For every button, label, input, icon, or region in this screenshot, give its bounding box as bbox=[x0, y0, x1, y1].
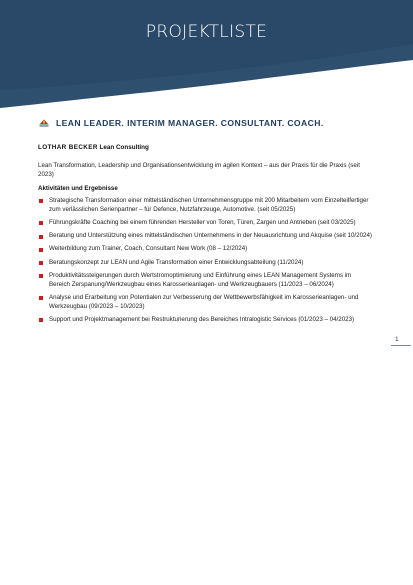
list-item-text: Beratung und Unterstützung eines mittelständischen Unternehmens in der Neuausrichtung und Akquise (seit 10/2024) bbox=[49, 232, 372, 240]
headline-text: LEAN LEADER. INTERIM MANAGER. CONSULTANT. COACH. bbox=[56, 118, 324, 128]
page-number-rule bbox=[391, 345, 411, 346]
person-name: LOTHAR BECKER bbox=[38, 144, 98, 151]
lean-logo-icon bbox=[38, 117, 50, 129]
list-item bbox=[38, 259, 373, 268]
list-item bbox=[38, 272, 373, 290]
person-company: Lean Consulting bbox=[99, 144, 149, 151]
list-item bbox=[38, 232, 373, 241]
person-line bbox=[38, 144, 373, 151]
bullet-icon bbox=[39, 274, 43, 278]
bullet-icon bbox=[39, 248, 43, 252]
section-title: Aktivitäten und Ergebnisse bbox=[38, 185, 118, 192]
bullet-icon bbox=[39, 318, 43, 322]
header-wave-shape bbox=[0, 0, 413, 110]
page-title: PROJEKTLISTE bbox=[145, 22, 268, 42]
list-item bbox=[38, 197, 373, 215]
activity-list bbox=[38, 197, 373, 325]
headline bbox=[38, 117, 373, 129]
list-item-text: Beratungskonzept zur LEAN und Agile Transformation einer Entwicklungsabteilung (11/2024) bbox=[49, 258, 304, 266]
list-item-text: Weiterbildung zum Trainer, Coach, Consultant New Work (08 – 12/2024) bbox=[49, 245, 248, 253]
list-item bbox=[38, 294, 373, 312]
bullet-icon bbox=[39, 296, 43, 300]
list-item-text: Führungskräfte Coaching bei einem führenden Hersteller von Toren, Türen, Zargen und Antrieben (seit 03/2025) bbox=[49, 218, 356, 226]
list-item-text: Analyse und Erarbeitung von Potentialen zur Verbesserung der Wettbewerbsfähigkeit im Karosserieanlagen- und Werkzeugbau (09/2023 – 10/2023) bbox=[49, 293, 359, 310]
intro-text: Lean Transformation, Leadership und Organisationsentwicklung im agilen Kontext – aus der Praxis für die Praxis (seit 2023) bbox=[38, 162, 360, 178]
list-item-text: Support und Projektmanagement bei Restrukturierung des Bereiches Intralogistic Services (01/2023 – 04/2023) bbox=[49, 315, 355, 323]
list-item bbox=[38, 316, 373, 325]
content-area bbox=[38, 117, 373, 329]
header-banner bbox=[0, 0, 413, 110]
page-number: 1 bbox=[395, 336, 399, 343]
list-item-text: Strategische Transformation einer mittelständischen Unternehmensgruppe mit 200 Mitarbeitern vom Einzelteilfertiger zum verlässlichen Serienpartner – für Defence, Nutzfahrzeuge, Automotive. (seit 05/2025) bbox=[49, 197, 369, 213]
bullet-icon bbox=[39, 199, 43, 203]
list-item bbox=[38, 245, 373, 254]
list-item-text: Produktivitätssteigerungen durch Wertstromoptimierung und Einführung eines LEAN Management Systems im Bereich Zerspanung/Werkzeugbau eines Karosserieanlagen- und Werkzeugbauers (11/2023 – 06/2024) bbox=[49, 271, 352, 288]
list-item bbox=[38, 219, 373, 228]
bullet-icon bbox=[39, 221, 43, 225]
bullet-icon bbox=[39, 235, 43, 239]
bullet-icon bbox=[39, 261, 43, 265]
